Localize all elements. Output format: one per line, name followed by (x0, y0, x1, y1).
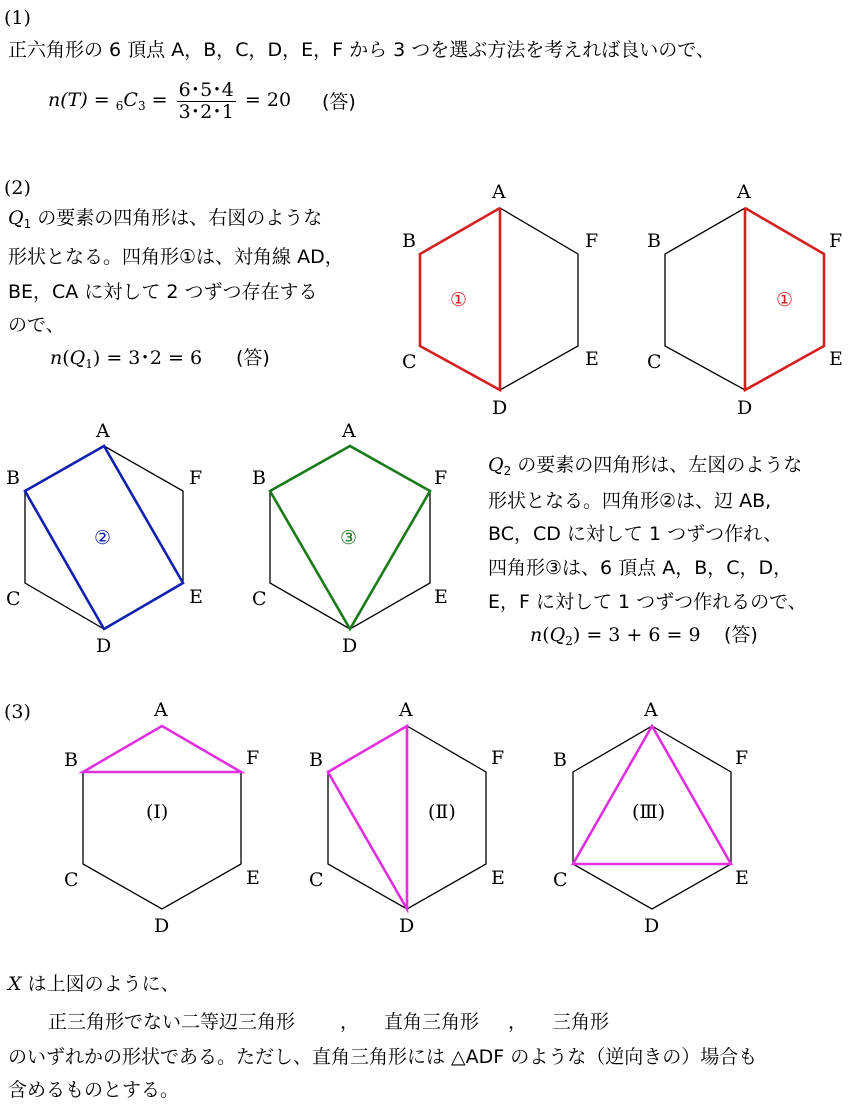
label-E: E (585, 348, 599, 370)
part1-answer-mark: (答) (322, 91, 356, 113)
q2-line1: $Q_2$ の要素の四角形は、左図のような (488, 454, 803, 478)
part3-line2b: 直角三角形 (384, 1011, 480, 1033)
label-D: D (96, 635, 112, 657)
q1-symbol: Q (8, 207, 24, 229)
fig-label-i: (Ⅰ) (146, 801, 169, 823)
label-C: C (647, 351, 662, 373)
triangle-iii (573, 726, 731, 864)
label-D: D (492, 397, 508, 419)
label-A: A (399, 699, 413, 721)
label-D: D (342, 635, 358, 657)
label-C: C (402, 351, 417, 373)
label-C: C (309, 869, 324, 891)
q1-line4: ので、 (8, 314, 65, 336)
fig-label-ii: (Ⅱ) (428, 801, 456, 823)
q1-line1-text: の要素の四角形は、右図のような (31, 207, 323, 229)
q1-answer-mark: (答) (236, 347, 270, 369)
q1-formula-rhs: = 3･2 = 6 (106, 347, 203, 369)
label-E: E (189, 586, 203, 608)
label-B: B (553, 749, 567, 771)
label-E: E (434, 586, 448, 608)
q1-formula-sub: 1 (85, 357, 93, 371)
hexagon-3-ii (309, 699, 505, 937)
label-C: C (64, 869, 79, 891)
hexagon-3-i (64, 699, 260, 937)
label-C: C (252, 588, 267, 610)
part3-line4: 含めるものとする。 (8, 1079, 180, 1101)
label-B: B (252, 467, 266, 489)
formula-c: C (123, 89, 138, 111)
formula-result: = 20 (244, 89, 292, 111)
part1-text: 正六角形の 6 頂点 A，B，C，D，E，F から 3 つを選ぶ方法を考えれば良いので、 (8, 39, 715, 61)
label-A: A (342, 420, 356, 442)
formula-lhs: n(T) (48, 89, 88, 111)
label-A: A (644, 699, 658, 721)
part3-line2c: 三角形 (552, 1011, 610, 1033)
q2-formula: $n(Q_2) = 3 + 6 = 9$ (530, 624, 701, 648)
q2-line4: 四角形③は、6 頂点 A，B，C，D， (488, 557, 793, 579)
part3-line1 (8, 972, 180, 996)
label-A: A (737, 181, 751, 203)
label-C: C (553, 869, 568, 891)
fraction-denominator: 3･2･1 (178, 100, 234, 123)
marker-1-left: ① (450, 289, 468, 311)
x-symbol: X (8, 973, 22, 995)
marker-1-right: ① (776, 289, 794, 311)
hexagon-3-iii (553, 699, 749, 937)
label-F: F (829, 230, 843, 252)
q1-line3: BE，CA に対して 2 つずつ存在する (8, 281, 318, 303)
q2-answer-mark: (答) (724, 624, 758, 646)
q2-formula-rhs: = 3 + 6 = 9 (586, 624, 701, 646)
label-D: D (737, 397, 753, 419)
marker-2: ② (94, 527, 112, 549)
formula-c-pre: 6 (115, 99, 124, 113)
triangle-ii (328, 726, 407, 909)
label-E: E (246, 867, 260, 889)
triangle-i (83, 726, 241, 772)
label-F: F (189, 467, 203, 489)
label-B: B (6, 467, 20, 489)
part3-line3: のいずれかの形状である。ただし、直角三角形には △ADF のような（逆向きの）場合も (8, 1046, 758, 1068)
formula-c-sub: 3 (137, 99, 146, 113)
part3-sep2: ， (508, 1011, 528, 1033)
label-F: F (585, 230, 599, 252)
hexagon-q2-blue (6, 420, 203, 657)
label-A: A (96, 420, 110, 442)
part1-label: (1) (4, 7, 31, 29)
label-B: B (64, 749, 78, 771)
label-C: C (6, 588, 21, 610)
label-B: B (309, 749, 323, 771)
label-F: F (735, 747, 749, 769)
q2-line1-text: の要素の四角形は、左図のような (511, 454, 803, 476)
q2-line3: BC，CD に対して 1 つずつ作れ、 (488, 523, 783, 545)
label-F: F (491, 747, 505, 769)
label-D: D (644, 915, 660, 937)
part3-sep1: ， (340, 1011, 360, 1033)
label-B: B (402, 230, 416, 252)
q2-line2: 形状となる。四角形②は、辺 AB, (488, 490, 772, 512)
label-F: F (246, 747, 260, 769)
label-E: E (829, 348, 843, 370)
label-A: A (154, 699, 168, 721)
part1-formula: $n(T) = _6C_3$ = $\frac{6･5･4}{3･2･1}$ = 20 (48, 78, 292, 123)
q1-formula: $n(Q_1) = 3$･2 = 6 (50, 347, 203, 371)
q1-line2: 形状となる。四角形①は、対角線 AD， (8, 246, 344, 268)
label-D: D (154, 915, 170, 937)
label-A: A (492, 181, 506, 203)
part3-line2a: 正三角形でない二等辺三角形 (48, 1011, 296, 1033)
fraction-numerator: 6･5･4 (178, 78, 234, 101)
label-B: B (647, 230, 661, 252)
part2-label: (2) (4, 177, 31, 199)
fig-label-iii: (Ⅲ) (632, 801, 666, 823)
label-E: E (735, 867, 749, 889)
q1-subscript: 1 (23, 217, 32, 231)
q2-line5: E，F に対して 1 つずつ作れるので、 (488, 591, 807, 613)
hexagon-q1-left (402, 181, 599, 419)
marker-3: ③ (340, 527, 358, 549)
hexagon-q1-right (647, 181, 843, 419)
label-F: F (434, 467, 448, 489)
label-D: D (399, 915, 415, 937)
label-E: E (491, 867, 505, 889)
part3-line1-text: は上図のように、 (21, 973, 180, 995)
hexagon-q2-green (252, 420, 448, 657)
part3-label: (3) (4, 701, 31, 723)
